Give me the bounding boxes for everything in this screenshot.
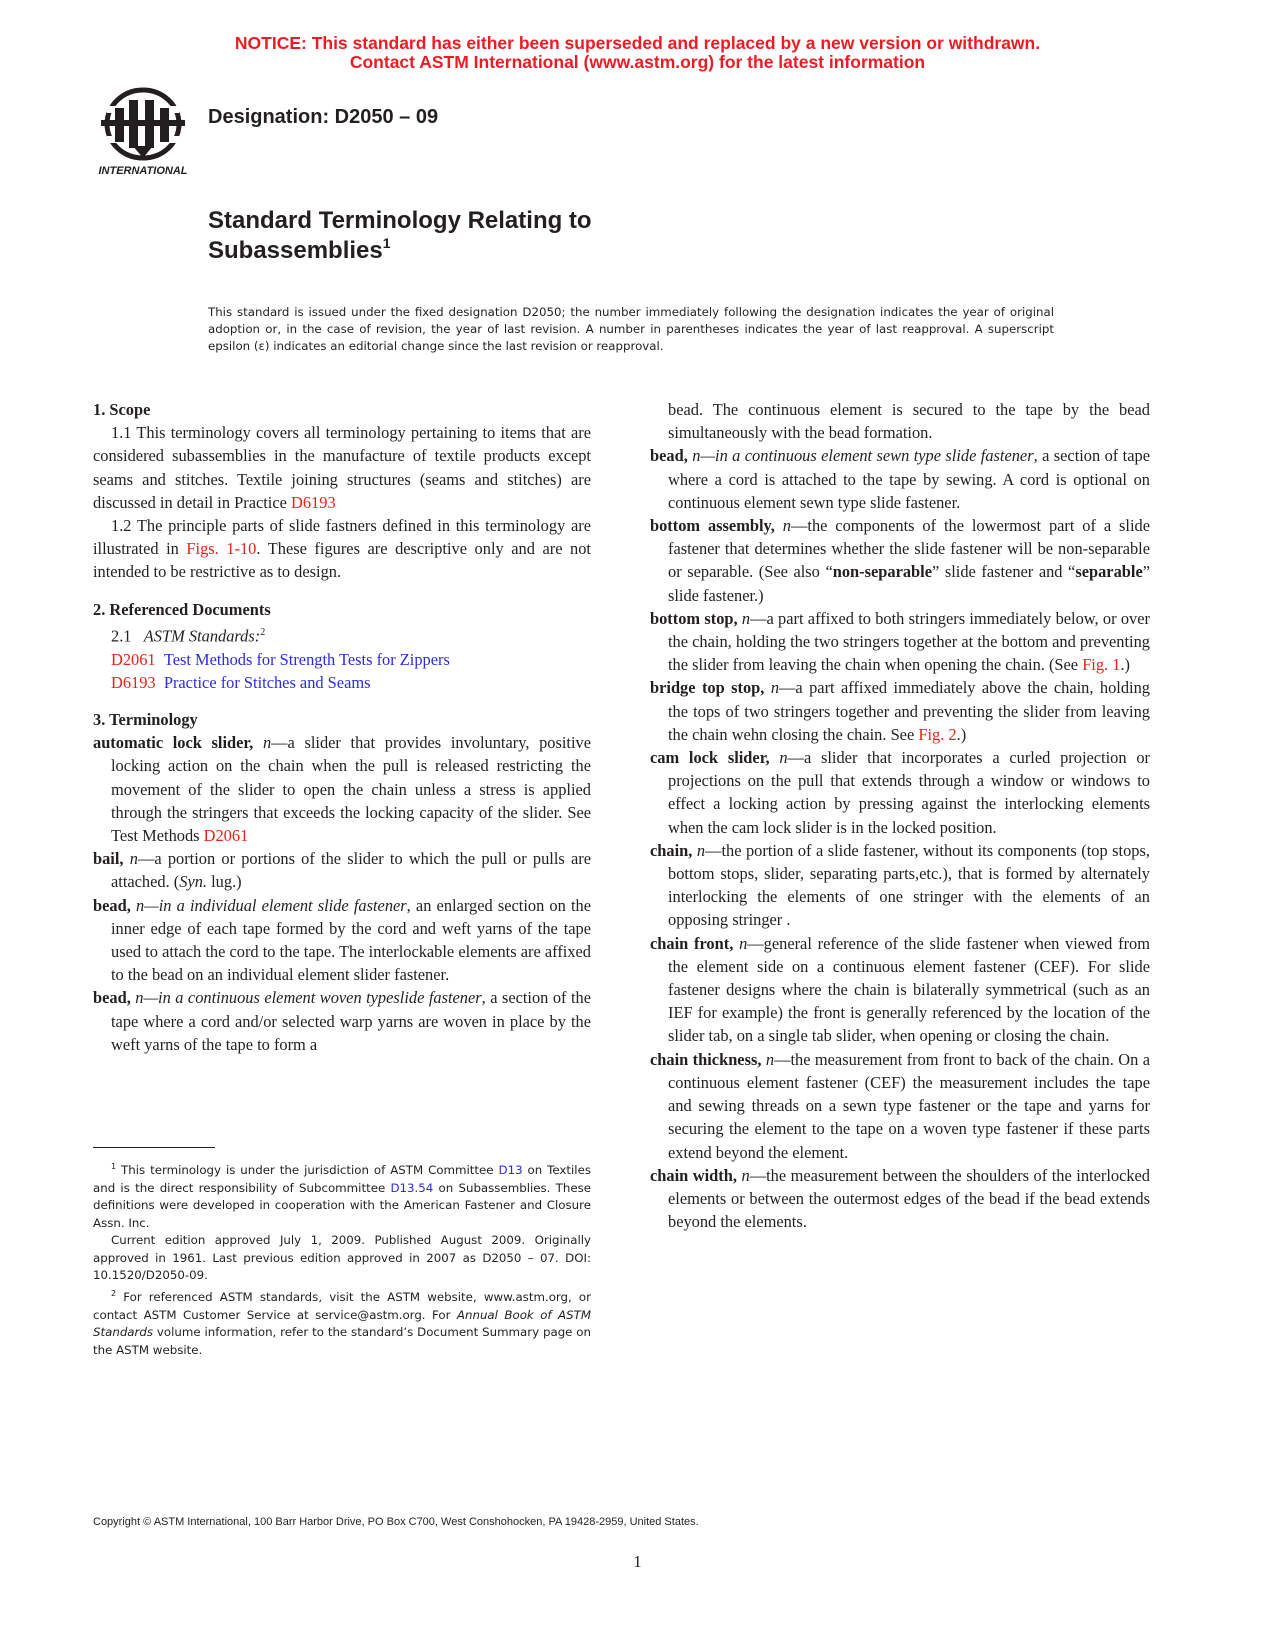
svg-text:INTERNATIONAL: INTERNATIONAL <box>98 165 188 177</box>
astm-standards-label: 2.1 ASTM Standards:$^2$ <box>111 626 266 646</box>
footnote-2: $^2$ For referenced ASTM standards, visit the ASTM website, www.astm.org, or contact ASTM Customer Service at service@astm.org. For Annual Book of ASTM Standards volume information, refer to the standard’s Document Summary page on the ASTM website. <box>93 1289 591 1357</box>
fig-2-link[interactable]: Fig. 2 <box>918 724 957 744</box>
astm-logo-icon <box>93 86 193 178</box>
definition-bail: bail, n—a portion or portions of the slider to which the pull or pulls are attached. (Syn. lug.) <box>93 849 591 892</box>
subcommittee-link[interactable]: D13.54 <box>390 1180 434 1195</box>
definition-chain-front: chain front, n—general reference of the slide fastener when viewed from the element side on a continuous element fastener (CEF). For slide fastener designs where the chain is bilaterally symmetrical (such as an IEF for example) the front is generally referenced by the location of the slider tab, on a single tab slider, when opening or closing the chain. <box>650 933 1150 1046</box>
referenced-item[interactable]: D6193 Practice for Stitches and Seams <box>111 672 371 692</box>
definition-chain-thickness: chain thickness, n—the measurement from front to back of the chain. On a continuous element fastener (CEF) the measurement includes the tape and sewing threads on a sewn type fastener or the tape and yarns for securing the element to the tape on a woven type fastener if these parts extend beyond the element. <box>650 1049 1150 1162</box>
ref-link-d2061[interactable]: D2061 <box>203 825 249 845</box>
definition-bridge-top-stop: bridge top stop, n—a part affixed immediately above the chain, holding the tops of two stringers together and preventing the slider from leaving the chain wehn closing the chain. See Fig. 2.) <box>650 678 1150 744</box>
section-heading-scope: 1. Scope <box>93 400 151 419</box>
definition-automatic-lock-slider: automatic lock slider, n—a slider that provides involuntary, positive locking action on the chain when the pull is released restricting the movement of the slider to open the chain unless a stress is applied through the stringers that exceeds the locking capacity of the slider. See Test Methods D2061 <box>93 733 591 845</box>
designation: Designation: D2050 – 09 <box>208 106 439 128</box>
page-title <box>208 206 592 266</box>
figs-link[interactable]: Figs. 1-10 <box>186 539 257 559</box>
notice-line-2: Contact ASTM International (www.astm.org) for the latest information <box>349 52 926 72</box>
committee-link[interactable]: D13 <box>498 1162 523 1177</box>
scope-paragraph-2: 1.2 The principle parts of slide fastners defined in this terminology are illustrated in Figs. 1-10. These figures are descriptive only and are not intended to be restrictive as to design. <box>93 516 591 582</box>
definition-cam-lock-slider: cam lock slider, n—a slider that incorporates a curled projection or projections on the pull that extends through a window or windows to effect a locking action by pressing against the interlocking elements when the cam lock slider is in the locked position. <box>650 748 1150 837</box>
page-number: 1 <box>633 1552 642 1571</box>
left-column <box>93 398 591 1056</box>
definition-bead-woven-continued: bead. The continuous element is secured to the tape by the bead simultaneously with the bead formation. <box>668 400 1150 443</box>
fig-1-link[interactable]: Fig. 1 <box>1082 655 1121 675</box>
definition-bead-woven: bead, n—in a continuous element woven typeslide fastener, a section of the tape where a cord and/or selected warp yarns are woven in place by the weft yarns of the tape to form a <box>93 988 591 1054</box>
title-line-1: Standard Terminology Relating to <box>208 207 592 234</box>
definition-bead-individual: bead, n—in a individual element slide fastener, an enlarged section on the inner edge of each tape formed by the cord and weft yarns of the tape used to attach the cord to the tape. The interlockable elements are affixed to the bead on an individual element slider fastener. <box>93 895 591 985</box>
footnotes <box>93 1158 591 1359</box>
notice-banner <box>0 34 1275 72</box>
title-line-2: Subassemblies$^1$ <box>208 235 391 264</box>
footnote-rule <box>93 1147 215 1148</box>
definition-bottom-assembly: bottom assembly, n—the components of the lowermost part of a slide fastener that determines whether the slide fastener will be non-separable or separable. (See also “non-separable” slide fastener and “separable” slide fastener.) <box>650 516 1151 605</box>
notice-line-1: NOTICE: This standard has either been superseded and replaced by a new version or withdrawn. <box>234 33 1041 53</box>
referenced-item[interactable]: D2061 Test Methods for Strength Tests for Zippers <box>111 649 450 669</box>
title-footnote-mark[interactable]: 1 <box>382 235 391 251</box>
ref-link-d6193[interactable]: D6193 <box>291 492 336 512</box>
scope-paragraph-1: 1.1 This terminology covers all terminology pertaining to items that are considered subassemblies in the manufacture of textile products except seams and stitches. Textile joining structures (seams and stitches) are discussed in detail in Practice D6193 <box>93 423 591 512</box>
section-heading-referenced: 2. Referenced Documents <box>93 599 271 619</box>
issue-note: This standard is issued under the fixed designation D2050; the number immediately following the designation indicates the year of original adoption or, in the case of revision, the year of last revision. A number in parentheses indicates the year of last reapproval. A superscript epsilon (ε) indicates an editorial change since the last revision or reapproval. <box>208 305 1054 353</box>
definition-chain: chain, n—the portion of a slide fastener, without its components (top stops, bottom stops, slider, separating parts,etc.), that is formed by alternately interlocking the elements of one stringer with the elements of an opposing stringer . <box>650 840 1150 930</box>
definition-chain-width: chain width, n—the measurement between the shoulders of the interlocked elements or between the outermost edges of the bead if the bead extends beyond the elements. <box>650 1165 1151 1232</box>
section-heading-terminology: 3. Terminology <box>93 709 198 729</box>
definition-bead-sewn: bead, n—in a continuous element sewn type slide fastener, a section of tape where a cord is attached to the tape by sewing. A cord is optional on continuous element sewn type slide fastener. <box>650 446 1150 512</box>
footnote-1: $^1$ This terminology is under the jurisdiction of ASTM Committee D13 on Textiles and is the direct responsibility of Subcommittee D13.54 on Subassemblies. These definitions were developed in cooperation with the American Fastener and Closure Assn. Inc. <box>93 1162 591 1230</box>
copyright: Copyright © ASTM International, 100 Barr Harbor Drive, PO Box C700, West Conshohocken, PA 19428-2959, United States. <box>93 1516 699 1528</box>
footnote-1-edition: Current edition approved July 1, 2009. Published August 2009. Originally approved in 1961. Last previous edition approved in 2007 as D2050 – 07. DOI: 10.1520/D2050-09. <box>93 1233 591 1283</box>
right-column <box>650 398 1150 1233</box>
definition-bottom-stop: bottom stop, n—a part affixed to both stringers immediately below, or over the chain, holding the two stringers together at the bottom and preventing the slider from leaving the chain when opening the chain. (See Fig. 1.) <box>650 608 1150 675</box>
